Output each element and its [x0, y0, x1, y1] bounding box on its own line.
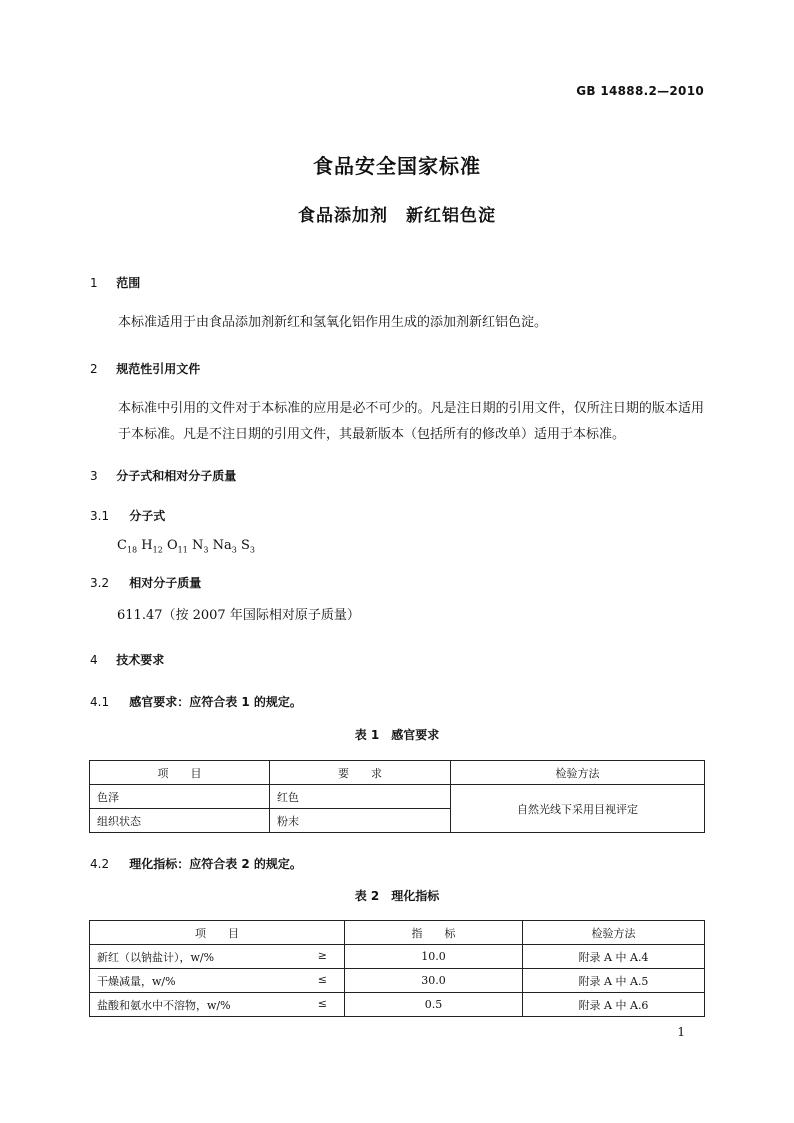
formula-element: C: [117, 538, 127, 553]
table-header-row: [90, 761, 705, 785]
formula-subscript: 11: [177, 545, 188, 555]
table-2: [89, 920, 705, 1017]
section-4-2-heading: [90, 855, 302, 872]
paragraph: 本标准适用于由食品添加剂新红和氢氧化铝作用生成的添加剂新红铝色淀。: [118, 315, 548, 330]
section-title: 分子式和相对分子质量: [116, 469, 237, 483]
requirement-cell: 红色: [270, 785, 451, 809]
section-1-text: [90, 310, 704, 336]
section-title: 分子式: [129, 509, 166, 523]
formula-element: H: [141, 538, 153, 553]
molecular-formula: [117, 538, 255, 555]
section-number: 1: [90, 276, 98, 290]
section-3-heading: [90, 467, 236, 484]
table-row: [90, 785, 705, 809]
requirement-cell: 粉末: [270, 809, 451, 833]
table-1: [89, 760, 705, 833]
method-cell: 自然光线下采用目视评定: [451, 785, 705, 833]
section-2-text: [90, 396, 704, 448]
section-3-1-heading: [90, 507, 165, 524]
table-row: [90, 969, 705, 993]
comparison-symbol: ≤: [317, 996, 327, 1010]
section-1-heading: [90, 274, 140, 291]
column-header: 指 标: [345, 921, 523, 945]
formula-subscript: 12: [152, 545, 163, 555]
column-header: 检验方法: [451, 761, 705, 785]
formula-element: Na: [212, 538, 232, 553]
column-header: 要 求: [270, 761, 451, 785]
method-cell: 附录 A 中 A.6: [523, 993, 705, 1017]
method-cell: 附录 A 中 A.5: [523, 969, 705, 993]
section-number: 3.1: [90, 509, 110, 523]
section-number: 4.1: [90, 695, 110, 709]
table-2-caption: 表 2 理化指标: [354, 889, 440, 903]
formula-element: N: [191, 538, 204, 553]
item-cell: 色泽: [90, 785, 270, 809]
table-1-caption: 表 1 感官要求: [354, 728, 440, 742]
standard-number: GB 14888.2—2010: [576, 84, 704, 98]
method-cell: 附录 A 中 A.4: [523, 945, 705, 969]
formula-element: O: [166, 538, 178, 553]
section-4-1-heading: [90, 693, 302, 710]
formula-subscript: 18: [126, 545, 138, 555]
column-header: 项 目: [90, 761, 270, 785]
value-cell: 30.0: [345, 969, 523, 993]
section-number: 3.2: [90, 576, 110, 590]
value-cell: 10.0: [345, 945, 523, 969]
formula-element: S: [240, 538, 250, 553]
section-number: 4: [90, 653, 98, 667]
item-cell: [90, 993, 345, 1017]
value-cell: 0.5: [345, 993, 523, 1017]
column-header: 检验方法: [523, 921, 705, 945]
comparison-symbol: ≤: [317, 972, 327, 986]
formula-subscript: 3: [249, 545, 255, 555]
page-number: 1: [677, 1025, 685, 1039]
comparison-symbol: ≥: [317, 948, 327, 962]
section-title: 感官要求：应符合表 1 的规定。: [129, 695, 302, 709]
document-title: 食品安全国家标准: [313, 154, 481, 178]
molecular-mass: 611.47（按 2007 年国际相对原子质量）: [117, 608, 360, 623]
item-label: 干燥减量，w/%: [97, 974, 176, 988]
section-number: 2: [90, 362, 98, 376]
section-3-2-heading: [90, 574, 201, 591]
item-cell: [90, 969, 345, 993]
section-number: 3: [90, 469, 98, 483]
column-header: 项 目: [90, 921, 345, 945]
section-number: 4.2: [90, 857, 110, 871]
formula-subscript: 3: [203, 545, 209, 555]
section-2-heading: [90, 360, 200, 377]
section-4-heading: [90, 651, 164, 668]
item-label: 新红（以钠盐计），w/%: [97, 950, 215, 964]
paragraph: 本标准中引用的文件对于本标准的应用是必不可少的。凡是注日期的引用文件，仅所注日期的版本适用于本标准。凡是不注日期的引用文件，其最新版本（包括所有的修改单）适用于本标准。: [118, 401, 704, 442]
item-cell: [90, 945, 345, 969]
document-subtitle: 食品添加剂 新红铝色淀: [298, 206, 496, 226]
table-row: [90, 993, 705, 1017]
item-cell: 组织状态: [90, 809, 270, 833]
section-title: 规范性引用文件: [116, 362, 201, 376]
formula-subscript: 3: [231, 545, 237, 555]
section-title: 技术要求: [116, 653, 165, 667]
section-title: 理化指标：应符合表 2 的规定。: [129, 857, 302, 871]
table-header-row: [90, 921, 705, 945]
table-row: [90, 945, 705, 969]
section-title: 相对分子质量: [129, 576, 202, 590]
section-title: 范围: [116, 276, 141, 290]
item-label: 盐酸和氨水中不溶物，w/%: [97, 998, 231, 1012]
